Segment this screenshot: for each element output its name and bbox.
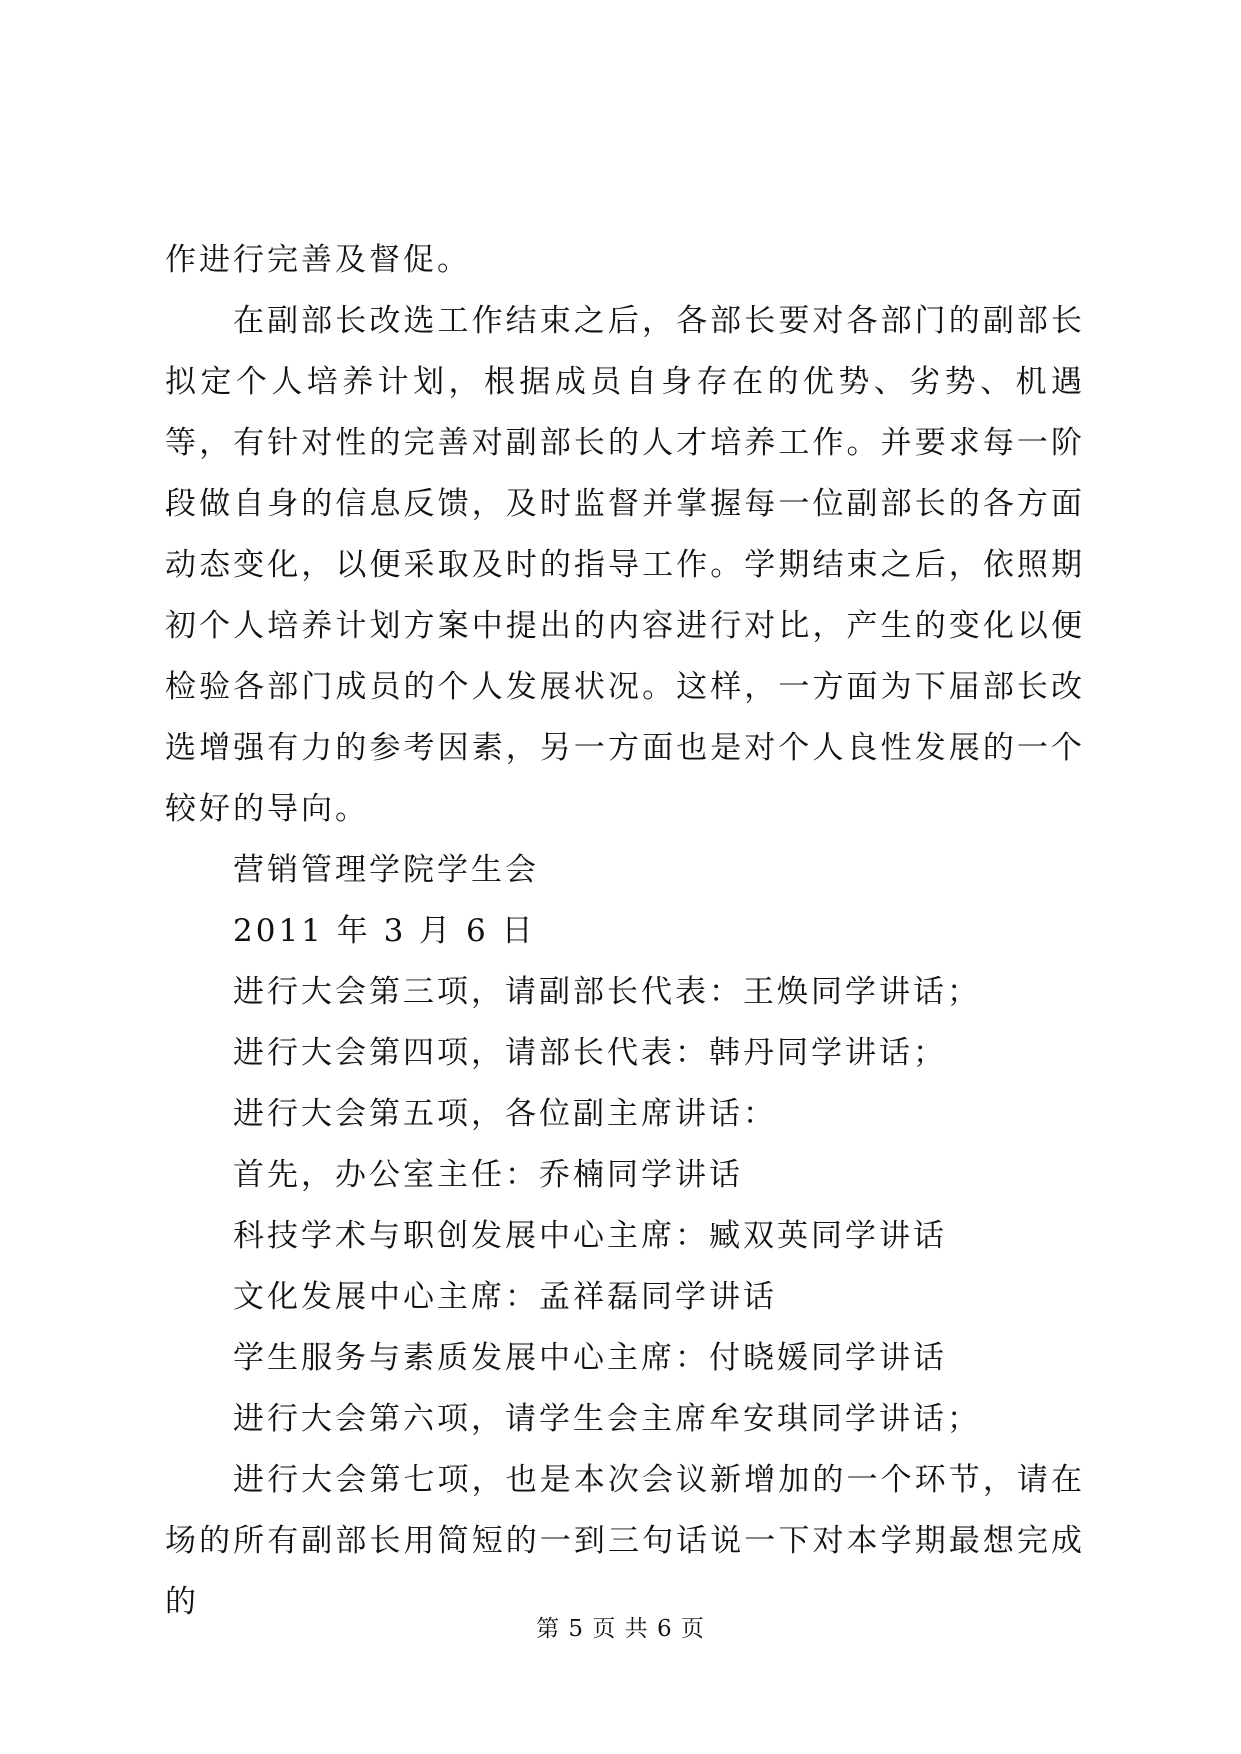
page-number-footer: 第 5 页 共 6 页 (536, 1616, 705, 1642)
agenda-tech-center: 科技学术与职创发展中心主席：臧双英同学讲话 (233, 1218, 947, 1254)
signature-org: 营销管理学院学生会 (233, 852, 539, 888)
agenda-item-4: 进行大会第四项，请部长代表：韩丹同学讲话； (233, 1035, 947, 1071)
agenda-item-6: 进行大会第六项，请学生会主席牟安琪同学讲话； (233, 1401, 981, 1437)
agenda-office-director: 首先，办公室主任：乔楠同学讲话 (233, 1157, 743, 1193)
agenda-item-5: 进行大会第五项，各位副主席讲话： (233, 1096, 777, 1132)
paragraph-item-7: 进行大会第七项，也是本次会议新增加的一个环节，请在场的所有副部长用简短的一到三句话说一下对本学期最想完成的 (165, 1462, 1085, 1620)
agenda-service-center: 学生服务与素质发展中心主席：付晓媛同学讲话 (233, 1340, 947, 1376)
document-body (165, 230, 1085, 1633)
paragraph-continuation: 作进行完善及督促。 (165, 242, 471, 278)
paragraph-training-plan: 在副部长改选工作结束之后，各部长要对各部门的副部长拟定个人培养计划，根据成员自身存在的优势、劣势、机遇等，有针对性的完善对副部长的人才培养工作。并要求每一阶段做自身的信息反馈，及时监督并掌握每一位副部长的各方面动态变化，以便采取及时的指导工作。学期结束之后，依照期初个人培养计划方案中提出的内容进行对比，产生的变化以便检验各部门成员的个人发展状况。这样，一方面为下届部长改选增强有力的参考因素，另一方面也是对个人良性发展的一个较好的导向。 (165, 303, 1085, 827)
agenda-item-3: 进行大会第三项，请副部长代表：王焕同学讲话； (233, 974, 981, 1010)
agenda-culture-center: 文化发展中心主席：孟祥磊同学讲话 (233, 1279, 777, 1315)
signature-date: 2011 年 3 月 6 日 (233, 913, 536, 949)
